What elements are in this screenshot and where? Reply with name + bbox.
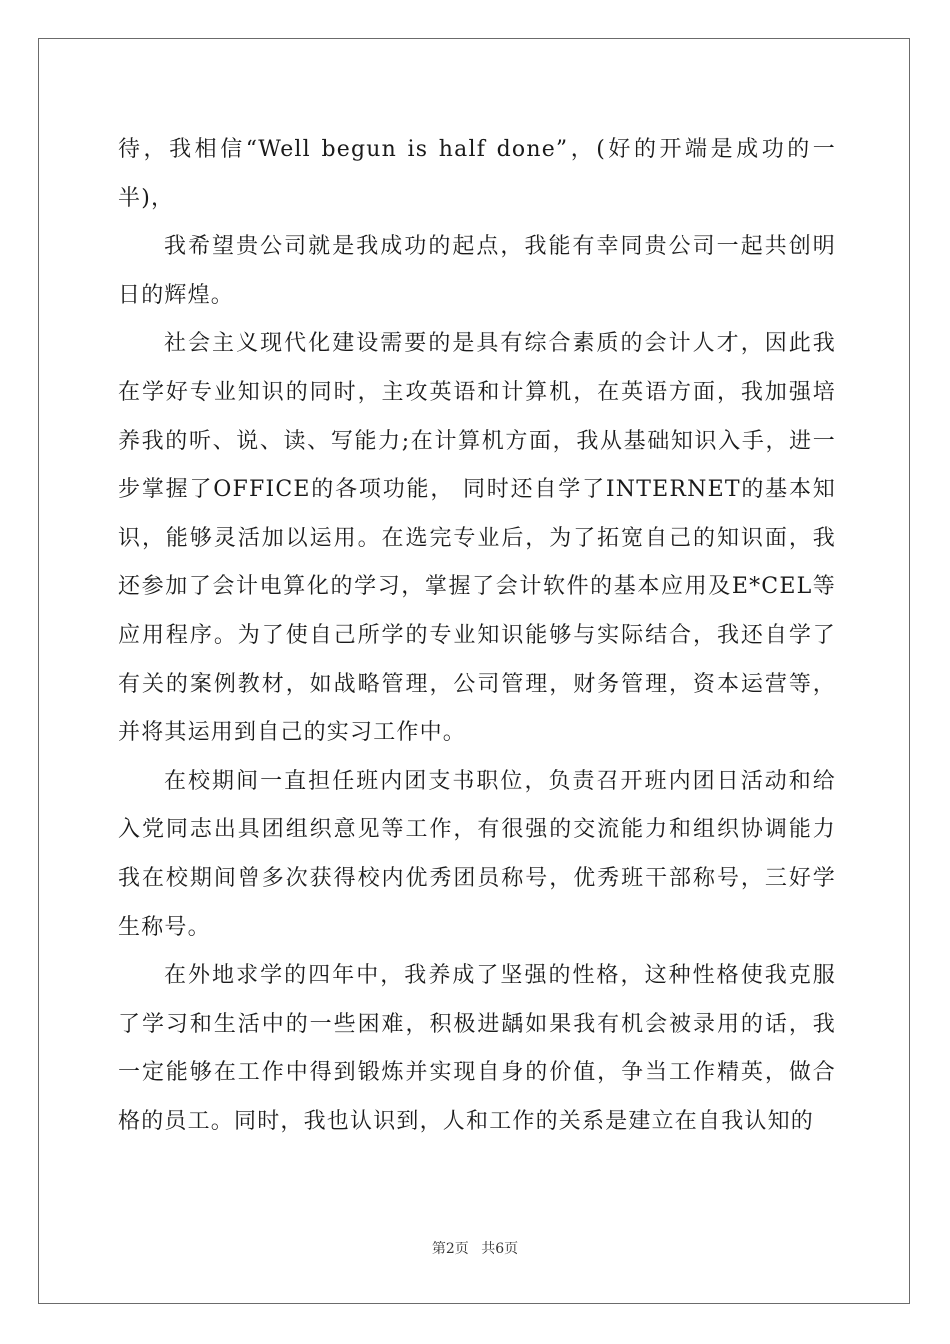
paragraph: 在校期间一直担任班内团支书职位，负责召开班内团日活动和给入党同志出具团组织意见等工作，有很强的交流能力和组织协调能力我在校期间曾多次获得校内优秀团员称号，优秀班干部称号，三好学生称号。 [118,768,836,940]
document-body [118,126,836,1146]
paragraph-continuation: 待，我相信“Well begun is half done”，(好的开端是成功的一半)， [118,137,836,211]
page-footer [0,1238,950,1258]
paragraph: 我希望贵公司就是我成功的起点，我能有幸同贵公司一起共创明日的辉煌。 [118,234,836,308]
paragraph: 在外地求学的四年中，我养成了坚强的性格，这种性格使我克服了学习和生活中的一些困难，积极进龋如果我有机会被录用的话，我一定能够在工作中得到锻炼并实现自身的价值，争当工作精英，做合格的员工。同时，我也认识到，人和工作的关系是建立在自我认知的 [118,963,836,1134]
page-total: 共6页 [481,1241,519,1257]
page-number: 第2页 [431,1241,469,1257]
paragraph: 社会主义现代化建设需要的是具有综合素质的会计人才，因此我在学好专业知识的同时，主攻英语和计算机，在英语方面，我加强培养我的听、说、读、写能力;在计算机方面，我从基础知识入手，进一步掌握了OFFICE的各项功能， 同时还自学了INTERNET的基本知识，能够灵活加以运用。在选完专业后，为了拓宽自己的知识面，我还参加了会计电算化的学习，掌握了会计软件的基本应用及E*CEL等应用程序。为了使自己所学的专业知识能够与实际结合，我还自学了有关的案例教材，如战略管理，公司管理，财务管理，资本运营等，并将其运用到自己的实习工作中。 [118,331,836,746]
